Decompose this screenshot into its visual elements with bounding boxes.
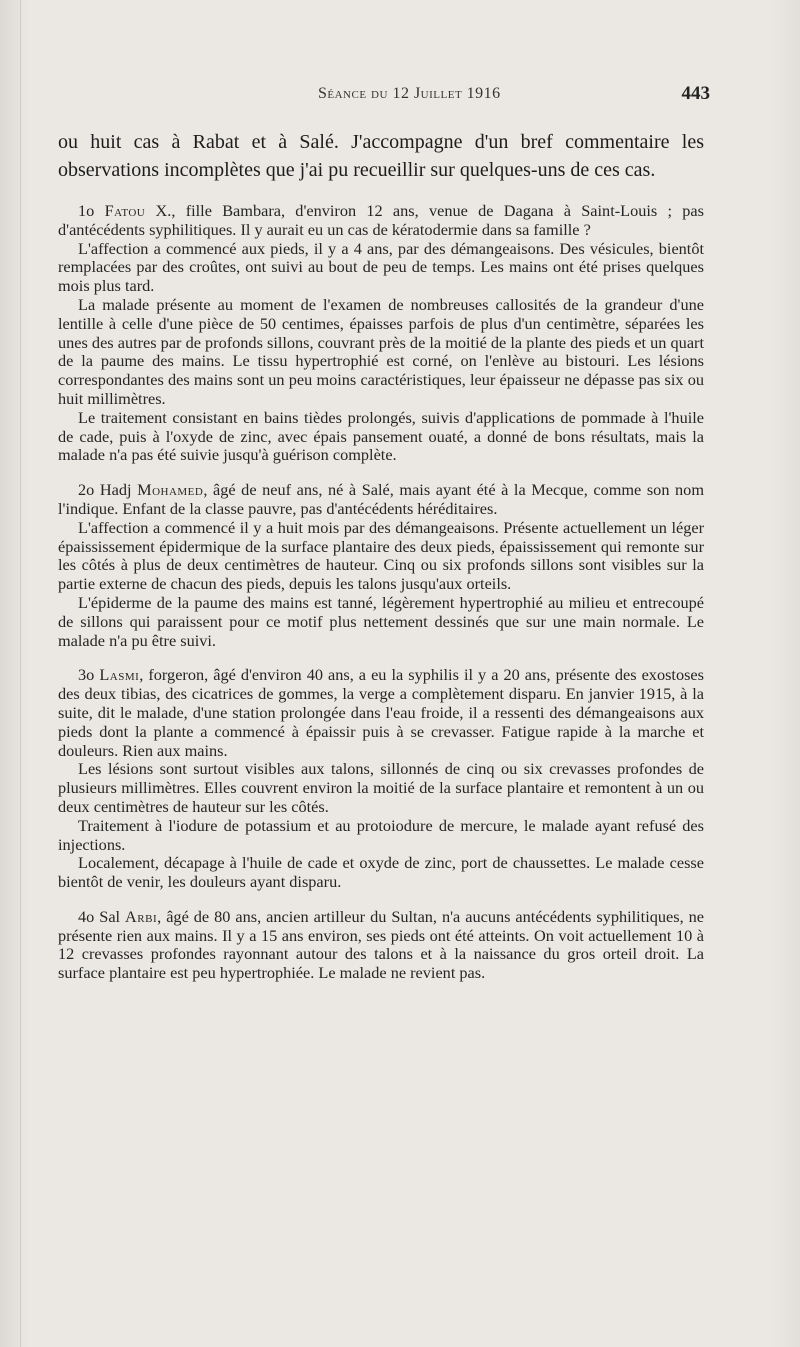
case-4-text: , âgé de 80 ans, ancien artilleur du Sultan, n'a aucuns antécédents syphilitiques, ne présente rien aux mains. Il y a 15 ans environ, ses pieds ont été atteints. On voit actuellement 10 à 12 crevasses profondes rayonnant autour des talons et à la naissance du gros orteil droit. La surface plantaire est peu hypertrophiée. Le malade ne revient pas. <box>58 906 704 983</box>
case-1-lead <box>58 202 704 240</box>
page-header <box>60 80 710 110</box>
case-2-lead <box>58 481 704 519</box>
case-3-paragraph: Localement, décapage à l'huile de cade et oxyde de zinc, port de chaussettes. Le malade cesse bientôt de venir, les douleurs ayant disparu. <box>58 853 704 892</box>
case-number: 3o <box>78 665 95 685</box>
case-number: 2o <box>78 480 95 500</box>
running-head: Séance du 12 Juillet 1916 <box>318 85 501 102</box>
case-3-text: , forgeron, âgé d'environ 40 ans, a eu la syphilis il y a 20 ans, présente des exostoses des deux tibias, des cicatrices de gommes, la verge a complètement disparu. En janvier 1915, à la suite, dit le malade, d'une station prolongée dans l'eau froide, il a ressenti des démangeaisons aux pieds dont la plante a commencé à épaissir puis à se crevasser. Fatigue rapide à la marche et douleurs. Rien aux mains. <box>58 665 704 760</box>
patient-name: Mohamed <box>137 480 204 500</box>
case-3-paragraph: Les lésions sont surtout visibles aux talons, sillonnés de cinq ou six crevasses profondes de plusieurs millimètres. Elles couvrent environ la moitié de la surface plantaire et remontent à un ou deux centimètres de hauteur sur les côtés. <box>58 759 704 816</box>
patient-name: Arbi <box>125 906 158 926</box>
case-1-paragraph: Le traitement consistant en bains tièdes prolongés, suivis d'applications de pommade à l'huile de cade, puis à l'oxyde de zinc, avec épais pansement ouaté, a donné de bons résultats, mais la malade n'a pas été suivie jusqu'à guérison complète. <box>58 407 704 465</box>
case-1-paragraph: L'affection a commencé aux pieds, il y a 4 ans, par des démangeaisons. Des vésicules, bientôt remplacées par des croûtes, ont suivi au bout de peu de temps. Les mains ont été prises quelques mois plus tard. <box>58 238 704 296</box>
intro-paragraph: ou huit cas à Rabat et à Salé. J'accompagne d'un bref commentaire les observations incomplètes que j'ai pu recueillir sur quelques-uns de ces cas. <box>58 131 704 181</box>
case-2-paragraph: L'épiderme de la paume des mains est tanné, légèrement hypertrophié au milieu et entrecoupé de sillons qui paraissent pour ce motif plus nettement dessinés que sur une main normale. Le malade n'a pu être suivi. <box>58 592 704 650</box>
page-number: 443 <box>681 83 710 104</box>
binding-shadow <box>20 0 21 1347</box>
case-4-lead <box>58 908 704 983</box>
case-number: 4o <box>78 906 95 926</box>
case-1-text: X., fille Bambara, d'environ 12 ans, venue de Dagana à Saint-Louis ; pas d'antécédents syphilitiques. Il y aurait eu un cas de kératodermie dans sa famille ? <box>58 201 704 239</box>
case-1-paragraph: La malade présente au moment de l'examen de nombreuses callosités de la grandeur d'une lentille à celle d'une pièce de 50 centimes, épaisses parfois de plus d'un centimètre, séparées les unes des autres par de profonds sillons, couvrant près de la moitié de la plante des pieds et un quart de la paume des mains. Le tissu hypertrophié est corné, on l'enlève au bistouri. Les lésions correspondantes des mains sont un peu moins caractéristiques, leur épaisseur ne dépasse pas six ou huit millimètres. <box>58 294 704 408</box>
body-text <box>58 128 704 983</box>
patient-name: Fatou <box>104 201 146 220</box>
case-3-lead <box>58 666 704 760</box>
case-number: 1o <box>78 201 95 220</box>
patient-prefix: Sal <box>99 906 126 926</box>
case-2-paragraph: L'affection a commencé il y a huit mois par des démangeaisons. Présente actuellement un léger épaississement épidermique de la surface plantaire des deux pieds, épaississement qui remonte sur les côtés à plus de deux centimètres de hauteur. Cinq ou six profonds sillons sont visibles sur la partie externe de chacun des pieds, depuis les talons jusqu'aux orteils. <box>58 517 704 594</box>
case-3-paragraph: Traitement à l'iodure de potassium et au protoiodure de mercure, le malade ayant refusé des injections. <box>58 815 704 854</box>
patient-prefix: Hadj <box>99 480 138 500</box>
patient-name: Lasmi <box>99 665 140 685</box>
case-2-text: , âgé de neuf ans, né à Salé, mais ayant été à la Mecque, comme son nom l'indique. Enfant de la classe pauvre, pas d'antécédents héréditaires. <box>58 480 704 518</box>
